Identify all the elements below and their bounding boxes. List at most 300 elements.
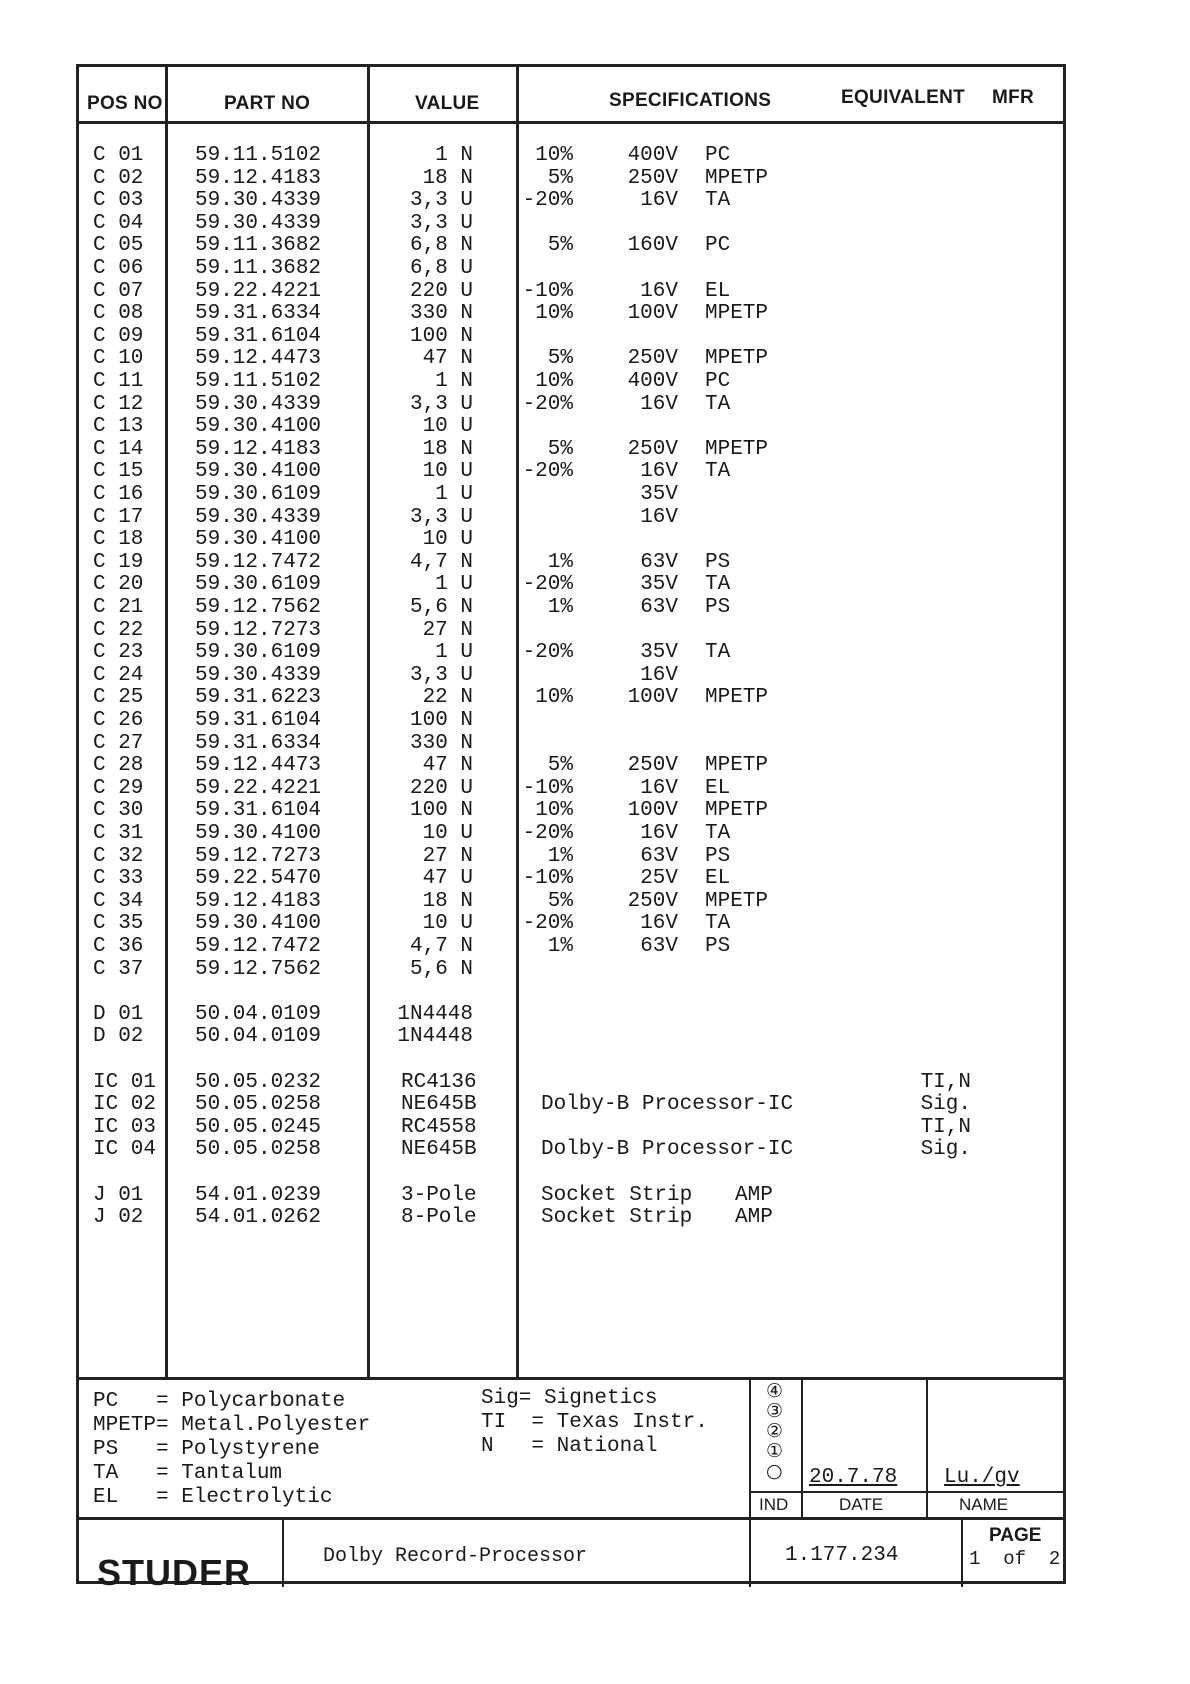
- table-row: [79, 800, 1063, 824]
- pos-no-cell: C 33: [93, 867, 144, 891]
- pos-no-cell: C 15: [93, 460, 144, 484]
- pos-no-cell: J 02: [93, 1206, 144, 1230]
- pos-no-cell: IC 01: [93, 1070, 157, 1094]
- value-cell: 100 N: [409, 324, 473, 348]
- rev-divider-name: [926, 1379, 928, 1519]
- table-row: [79, 1026, 1063, 1050]
- tolerance-cell: 1%: [547, 596, 573, 619]
- revision-mark-2: ②: [766, 1420, 784, 1442]
- tolerance-cell: -20%: [522, 392, 573, 416]
- table-row: [79, 778, 1063, 802]
- table-bottom-divider: [79, 1377, 1063, 1380]
- tolerance-cell: -20%: [522, 189, 573, 213]
- tolerance-cell: 10%: [535, 144, 573, 167]
- header-value: VALUE: [415, 93, 480, 114]
- voltage-cell: 16V: [640, 663, 678, 687]
- header-specifications: SPECIFICATIONS: [609, 90, 772, 111]
- part-no-cell: 50.05.0258: [195, 1138, 322, 1162]
- type-cell: MPETP: [705, 302, 769, 326]
- revision-mark-1: ①: [766, 1440, 784, 1462]
- pos-no-cell: C 09: [93, 324, 144, 348]
- tolerance-cell: 10%: [535, 370, 573, 393]
- part-no-cell: 59.30.4339: [195, 392, 322, 416]
- revision-name: Lu./gv: [944, 1466, 1020, 1489]
- value-cell: 4,7 N: [409, 550, 473, 574]
- part-no-cell: 59.12.7562: [195, 596, 322, 619]
- value-cell: 22 N: [422, 686, 473, 710]
- pos-no-cell: C 13: [93, 415, 144, 439]
- pos-no-cell: C 08: [93, 302, 144, 326]
- tolerance-cell: 5%: [547, 234, 573, 258]
- type-cell: PS: [705, 844, 731, 868]
- voltage-cell: 16V: [640, 505, 678, 529]
- revision-mark-0: ○: [766, 1460, 783, 1482]
- spec-cell: Socket Strip: [541, 1206, 693, 1230]
- part-no-cell: 50.04.0109: [195, 1025, 322, 1049]
- part-no-cell: 54.01.0239: [195, 1183, 322, 1207]
- revision-name-label: NAME: [959, 1495, 1009, 1514]
- table-row: [79, 1004, 1063, 1028]
- pos-no-cell: C 37: [93, 957, 144, 981]
- tolerance-cell: 1%: [547, 844, 573, 868]
- value-cell: 6,8 N: [409, 234, 473, 258]
- table-row: [79, 213, 1063, 237]
- value-cell: 18 N: [422, 437, 473, 461]
- pos-no-cell: C 19: [93, 550, 144, 574]
- voltage-cell: 400V: [627, 370, 678, 393]
- legend-line: N = National: [481, 1435, 658, 1458]
- tolerance-cell: -20%: [522, 641, 573, 665]
- table-row: [79, 281, 1063, 305]
- part-no-cell: 59.11.5102: [195, 144, 322, 167]
- pos-no-cell: C 02: [93, 166, 144, 190]
- value-cell: 330 N: [409, 302, 473, 326]
- table-row: [79, 303, 1063, 327]
- pos-no-cell: C 10: [93, 347, 144, 371]
- document-title: Dolby Record-Processor: [323, 1545, 588, 1568]
- voltage-cell: 63V: [640, 550, 678, 574]
- table-row: [79, 846, 1063, 870]
- pos-no-cell: C 24: [93, 663, 144, 687]
- value-cell: 220 U: [409, 279, 473, 303]
- page-label: PAGE: [989, 1525, 1042, 1546]
- part-no-cell: 59.22.5470: [195, 867, 322, 891]
- part-no-cell: 59.11.5102: [195, 370, 322, 393]
- pos-no-cell: C 27: [93, 731, 144, 755]
- legend-line: PC = Polycarbonate: [93, 1390, 346, 1413]
- value-cell: RC4558: [401, 1115, 477, 1139]
- value-cell: 1N4448: [397, 1025, 473, 1049]
- voltage-cell: 250V: [627, 347, 678, 371]
- revision-date-label: DATE: [839, 1495, 884, 1514]
- part-no-cell: 59.31.6334: [195, 731, 322, 755]
- part-no-cell: 50.05.0232: [195, 1070, 322, 1094]
- table-row: [79, 823, 1063, 847]
- pos-no-cell: D 01: [93, 1002, 144, 1026]
- type-cell: PC: [705, 144, 731, 167]
- pos-no-cell: C 30: [93, 799, 144, 823]
- table-row: [79, 552, 1063, 576]
- table-row: [79, 1094, 1063, 1118]
- pos-no-cell: C 26: [93, 709, 144, 732]
- part-no-cell: 59.31.6104: [195, 324, 322, 348]
- header-mfr: MFR: [992, 87, 1035, 108]
- voltage-cell: 16V: [640, 776, 678, 800]
- value-cell: 10 U: [422, 822, 473, 845]
- part-no-cell: 59.30.4100: [195, 912, 322, 936]
- pos-no-cell: C 14: [93, 437, 144, 461]
- pos-no-cell: C 12: [93, 392, 144, 416]
- voltage-cell: 400V: [627, 144, 678, 167]
- pos-no-cell: C 20: [93, 573, 144, 597]
- pos-no-cell: C 29: [93, 776, 144, 800]
- value-cell: 18 N: [422, 889, 473, 913]
- tolerance-cell: 1%: [547, 935, 573, 958]
- part-no-cell: 59.12.7472: [195, 550, 322, 574]
- footer-divider-logo: [282, 1519, 284, 1587]
- pos-no-cell: C 31: [93, 822, 144, 845]
- legend-line: TI = Texas Instr.: [481, 1411, 708, 1434]
- part-no-cell: 59.31.6334: [195, 302, 322, 326]
- value-cell: 330 N: [409, 731, 473, 755]
- part-no-cell: 50.05.0258: [195, 1093, 322, 1117]
- part-no-cell: 50.04.0109: [195, 1002, 322, 1026]
- pos-no-cell: C 07: [93, 279, 144, 303]
- voltage-cell: 16V: [640, 912, 678, 936]
- table-row: [79, 258, 1063, 282]
- value-cell: RC4136: [401, 1070, 477, 1094]
- type-cell: PS: [705, 596, 731, 619]
- rev-divider-date: [801, 1379, 803, 1519]
- spec-cell: Socket Strip: [541, 1183, 693, 1207]
- value-cell: 10 U: [422, 912, 473, 936]
- table-row: [79, 439, 1063, 463]
- pos-no-cell: J 01: [93, 1183, 144, 1207]
- part-no-cell: 59.12.7273: [195, 618, 322, 642]
- value-cell: 8-Pole: [401, 1206, 477, 1230]
- table-row: [79, 710, 1063, 734]
- value-cell: 4,7 N: [409, 935, 473, 958]
- value-cell: 100 N: [409, 799, 473, 823]
- value-cell: 220 U: [409, 776, 473, 800]
- voltage-cell: 63V: [640, 935, 678, 958]
- pos-no-cell: C 36: [93, 935, 144, 958]
- document-number: 1.177.234: [785, 1544, 899, 1567]
- part-no-cell: 59.30.4100: [195, 460, 322, 484]
- header-part-no: PART NO: [224, 93, 311, 114]
- pos-no-cell: C 16: [93, 483, 144, 506]
- pos-no-cell: C 17: [93, 505, 144, 529]
- type-cell: PS: [705, 550, 731, 574]
- mfr-cell: Sig.: [920, 1093, 971, 1117]
- table-row: [79, 959, 1063, 983]
- part-no-cell: 59.12.7472: [195, 935, 322, 958]
- part-no-cell: 59.12.4183: [195, 889, 322, 913]
- table-row: [79, 190, 1063, 214]
- tolerance-cell: 5%: [547, 889, 573, 913]
- value-cell: 1 U: [435, 573, 473, 597]
- value-cell: 47 U: [422, 867, 473, 891]
- pos-no-cell: C 22: [93, 618, 144, 642]
- part-no-cell: 59.12.4473: [195, 754, 322, 778]
- voltage-cell: 250V: [627, 754, 678, 778]
- voltage-cell: 100V: [627, 799, 678, 823]
- value-cell: 3-Pole: [401, 1183, 477, 1207]
- voltage-cell: 160V: [627, 234, 678, 258]
- value-cell: 47 N: [422, 754, 473, 778]
- type-cell: MPETP: [705, 166, 769, 190]
- table-row: [79, 687, 1063, 711]
- value-cell: 10 U: [422, 415, 473, 439]
- table-row: [79, 145, 1063, 169]
- tolerance-cell: -10%: [522, 776, 573, 800]
- tolerance-cell: 5%: [547, 437, 573, 461]
- tolerance-cell: -20%: [522, 822, 573, 845]
- type-cell: PC: [705, 370, 731, 393]
- parts-list-sheet: [76, 64, 1066, 1593]
- part-no-cell: 59.30.4100: [195, 528, 322, 552]
- table-row: [79, 620, 1063, 644]
- table-row: [79, 1117, 1063, 1141]
- voltage-cell: 250V: [627, 889, 678, 913]
- type-cell: MPETP: [705, 686, 769, 710]
- table-row: [79, 235, 1063, 259]
- header-equivalent: EQUIVALENT: [841, 87, 966, 108]
- part-no-cell: 59.11.3682: [195, 257, 322, 280]
- revision-date: 20.7.78: [809, 1466, 898, 1489]
- spec-cell: Dolby-B Processor-IC: [541, 1093, 794, 1117]
- table-row: [79, 484, 1063, 508]
- table-row: [79, 529, 1063, 553]
- part-no-cell: 59.31.6104: [195, 799, 322, 823]
- table-row: [79, 981, 1063, 1005]
- part-no-cell: 59.12.4473: [195, 347, 322, 371]
- mfr-cell: Sig.: [920, 1138, 971, 1162]
- table-row: [79, 891, 1063, 915]
- pos-no-cell: D 02: [93, 1025, 144, 1049]
- studer-logo: STUDER: [97, 1552, 252, 1593]
- type-cell: TA: [705, 573, 731, 597]
- part-no-cell: 59.30.4339: [195, 211, 322, 235]
- value-cell: 1N4448: [397, 1002, 473, 1026]
- mfr-cell: TI,N: [920, 1115, 971, 1139]
- type-cell: EL: [705, 776, 731, 800]
- voltage-cell: 16V: [640, 392, 678, 416]
- tolerance-cell: 5%: [547, 166, 573, 190]
- table-row: [79, 755, 1063, 779]
- type-cell: TA: [705, 392, 731, 416]
- pos-no-cell: C 05: [93, 234, 144, 258]
- voltage-cell: 250V: [627, 437, 678, 461]
- part-no-cell: 59.30.6109: [195, 641, 322, 665]
- equivalent-cell: AMP: [735, 1183, 773, 1207]
- part-no-cell: 59.12.4183: [195, 166, 322, 190]
- value-cell: 27 N: [422, 618, 473, 642]
- revision-ind-label: IND: [759, 1495, 789, 1514]
- tolerance-cell: 10%: [535, 799, 573, 823]
- pos-no-cell: C 32: [93, 844, 144, 868]
- table-row: [79, 1139, 1063, 1163]
- table-row: [79, 348, 1063, 372]
- pos-no-cell: C 23: [93, 641, 144, 665]
- table-row: [79, 1207, 1063, 1231]
- value-cell: 10 U: [422, 460, 473, 484]
- tolerance-cell: -10%: [522, 279, 573, 303]
- table-row: [79, 394, 1063, 418]
- voltage-cell: 35V: [640, 641, 678, 665]
- part-no-cell: 59.31.6223: [195, 686, 322, 710]
- legend-line: TA = Tantalum: [93, 1462, 283, 1485]
- value-cell: 5,6 N: [409, 957, 473, 981]
- part-no-cell: 59.11.3682: [195, 234, 322, 258]
- voltage-cell: 63V: [640, 844, 678, 868]
- value-cell: NE645B: [401, 1093, 477, 1117]
- revision-mark-4: ④: [766, 1380, 784, 1402]
- value-cell: 1 U: [435, 641, 473, 665]
- voltage-cell: 100V: [627, 686, 678, 710]
- part-no-cell: 59.22.4221: [195, 279, 322, 303]
- equivalent-cell: AMP: [735, 1206, 773, 1230]
- part-no-cell: 59.30.6109: [195, 573, 322, 597]
- spec-cell: Dolby-B Processor-IC: [541, 1138, 794, 1162]
- pos-no-cell: IC 04: [93, 1138, 157, 1162]
- table-row: [79, 1072, 1063, 1096]
- type-cell: PS: [705, 935, 731, 958]
- pos-no-cell: C 04: [93, 211, 144, 235]
- type-cell: PC: [705, 234, 731, 258]
- type-cell: MPETP: [705, 437, 769, 461]
- pos-no-cell: C 34: [93, 889, 144, 913]
- part-no-cell: 50.05.0245: [195, 1115, 322, 1139]
- tolerance-cell: 10%: [535, 686, 573, 710]
- tolerance-cell: -20%: [522, 573, 573, 597]
- header-pos-no: POS NO: [87, 93, 163, 114]
- value-cell: 3,3 U: [409, 663, 473, 687]
- type-cell: TA: [705, 189, 731, 213]
- parts-table-body: [79, 145, 1063, 1375]
- part-no-cell: 59.12.4183: [195, 437, 322, 461]
- header-divider: [79, 121, 1063, 124]
- table-row: [79, 507, 1063, 531]
- rev-divider-ind: [749, 1379, 751, 1587]
- table-row: [79, 1185, 1063, 1209]
- type-cell: MPETP: [705, 754, 769, 778]
- type-cell: TA: [705, 460, 731, 484]
- legend-line: Sig= Signetics: [481, 1387, 658, 1410]
- part-no-cell: 59.30.6109: [195, 483, 322, 506]
- type-cell: MPETP: [705, 347, 769, 371]
- tolerance-cell: 5%: [547, 754, 573, 778]
- legend-line: EL = Electrolytic: [93, 1486, 333, 1509]
- value-cell: NE645B: [401, 1138, 477, 1162]
- table-row: [79, 168, 1063, 192]
- page-of: 1 of 2: [969, 1548, 1061, 1570]
- voltage-cell: 16V: [640, 189, 678, 213]
- mfr-cell: TI,N: [920, 1070, 971, 1094]
- pos-no-cell: IC 03: [93, 1115, 157, 1139]
- type-cell: EL: [705, 279, 731, 303]
- tolerance-cell: -10%: [522, 867, 573, 891]
- tolerance-cell: 5%: [547, 347, 573, 371]
- value-cell: 1 N: [435, 370, 473, 393]
- pos-no-cell: C 03: [93, 189, 144, 213]
- value-cell: 3,3 U: [409, 392, 473, 416]
- value-cell: 5,6 N: [409, 596, 473, 619]
- rev-label-divider: [749, 1491, 1066, 1493]
- voltage-cell: 16V: [640, 460, 678, 484]
- value-cell: 47 N: [422, 347, 473, 371]
- tolerance-cell: -20%: [522, 912, 573, 936]
- voltage-cell: 35V: [640, 573, 678, 597]
- voltage-cell: 63V: [640, 596, 678, 619]
- voltage-cell: 35V: [640, 483, 678, 506]
- value-cell: 3,3 U: [409, 211, 473, 235]
- table-row: [79, 1162, 1063, 1186]
- pos-no-cell: C 25: [93, 686, 144, 710]
- table-row: [79, 574, 1063, 598]
- value-cell: 10 U: [422, 528, 473, 552]
- value-cell: 1 N: [435, 144, 473, 167]
- footer-divider-page: [961, 1519, 963, 1587]
- value-cell: 27 N: [422, 844, 473, 868]
- tolerance-cell: 1%: [547, 550, 573, 574]
- type-cell: TA: [705, 641, 731, 665]
- tolerance-cell: 10%: [535, 302, 573, 326]
- pos-no-cell: C 11: [93, 370, 144, 393]
- part-no-cell: 59.30.4100: [195, 415, 322, 439]
- table-row: [79, 597, 1063, 621]
- table-row: [79, 326, 1063, 350]
- type-cell: MPETP: [705, 799, 769, 823]
- value-cell: 6,8 U: [409, 257, 473, 280]
- part-no-cell: 59.30.4339: [195, 663, 322, 687]
- table-row: [79, 1049, 1063, 1073]
- legend-line: MPETP= Metal.Polyester: [93, 1414, 371, 1437]
- pos-no-cell: IC 02: [93, 1093, 157, 1117]
- table-row: [79, 416, 1063, 440]
- part-no-cell: 54.01.0262: [195, 1206, 322, 1230]
- type-cell: TA: [705, 912, 731, 936]
- pos-no-cell: C 21: [93, 596, 144, 619]
- type-cell: TA: [705, 822, 731, 845]
- pos-no-cell: C 18: [93, 528, 144, 552]
- part-no-cell: 59.12.7562: [195, 957, 322, 981]
- voltage-cell: 16V: [640, 822, 678, 845]
- value-cell: 3,3 U: [409, 189, 473, 213]
- footer-divider: [79, 1517, 1063, 1520]
- type-cell: MPETP: [705, 889, 769, 913]
- part-no-cell: 59.12.7273: [195, 844, 322, 868]
- part-no-cell: 59.30.4100: [195, 822, 322, 845]
- table-row: [79, 868, 1063, 892]
- value-cell: 18 N: [422, 166, 473, 190]
- pos-no-cell: C 06: [93, 257, 144, 280]
- part-no-cell: 59.31.6104: [195, 709, 322, 732]
- part-no-cell: 59.22.4221: [195, 776, 322, 800]
- part-no-cell: 59.30.4339: [195, 189, 322, 213]
- voltage-cell: 250V: [627, 166, 678, 190]
- tolerance-cell: -20%: [522, 460, 573, 484]
- type-cell: EL: [705, 867, 731, 891]
- value-cell: 3,3 U: [409, 505, 473, 529]
- table-row: [79, 461, 1063, 485]
- legend-line: PS = Polystyrene: [93, 1438, 320, 1461]
- part-no-cell: 59.30.4339: [195, 505, 322, 529]
- pos-no-cell: C 35: [93, 912, 144, 936]
- table-row: [79, 733, 1063, 757]
- voltage-cell: 100V: [627, 302, 678, 326]
- value-cell: 100 N: [409, 709, 473, 732]
